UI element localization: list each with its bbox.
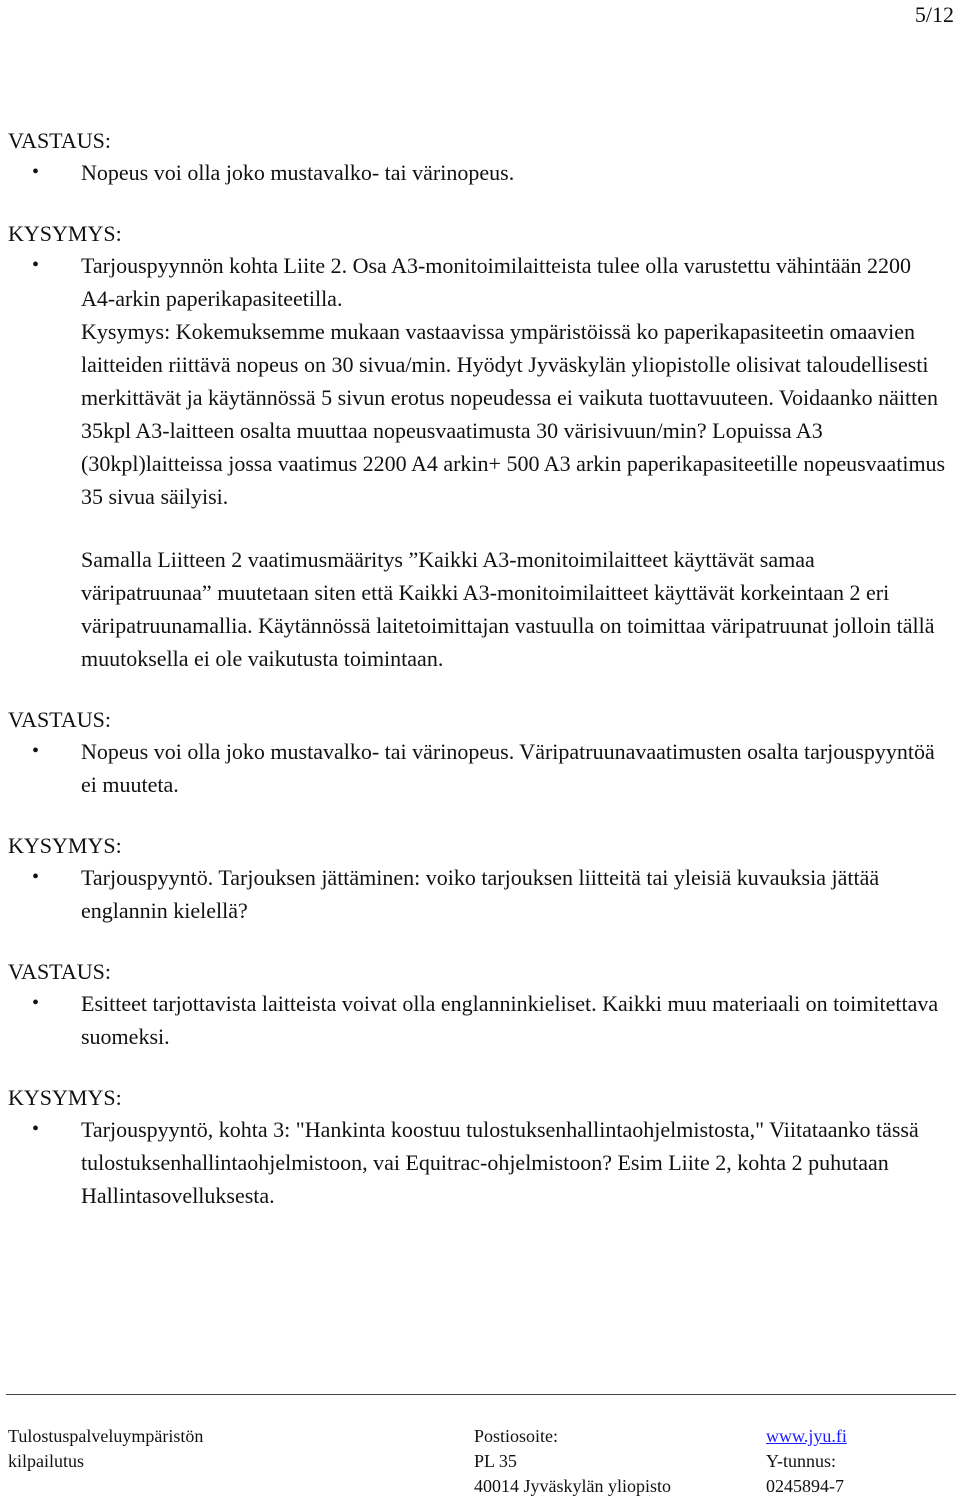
list-item: • Tarjouspyynnön kohta Liite 2. Osa A3-monitoimilaitteista tulee olla varustettu vähintään 2200 A4-arkin paperikapasiteetilla.: [8, 249, 946, 315]
footer-divider: [6, 1394, 956, 1395]
answer-list: [8, 156, 946, 189]
list-item: • Tarjouspyyntö. Tarjouksen jättäminen: voiko tarjouksen liitteitä tai yleisiä kuvauksia jättää englannin kielellä?: [8, 861, 946, 927]
answer-list: [8, 735, 946, 801]
answer-label: VASTAUS:: [8, 128, 111, 153]
question-list: [8, 861, 946, 927]
footer-text: PL 35: [474, 1451, 517, 1471]
footer-text: Y-tunnus:: [766, 1451, 837, 1471]
question-paragraph: Samalla Liitteen 2 vaatimusmääritys ”Kaikki A3-monitoimilaitteet käyttävät samaa väripatruunaa” muutetaan siten että Kaikki A3-monitoimilaitteet käyttävät korkeintaan 2 eri väripatruunamallia. Käytännössä laitetoimittajan vastuulla on toimittaa väripatruunat jolloin tällä muutoksella ei ole vaikutusta toimintaan.: [81, 547, 935, 671]
question-label: KYSYMYS:: [8, 221, 122, 246]
footer-column-title: [8, 1424, 203, 1474]
footer-text: Tulostuspalveluympäristön: [8, 1426, 204, 1446]
question-list: [8, 249, 946, 315]
list-item: • Nopeus voi olla joko mustavalko- tai värinopeus. Väripatruunavaatimusten osalta tarjouspyyntöä ei muuteta.: [8, 735, 946, 801]
list-item: • Nopeus voi olla joko mustavalko- tai värinopeus.: [8, 156, 946, 189]
footer-text: Postiosoite:: [474, 1426, 559, 1446]
footer-column-web: [766, 1424, 847, 1499]
list-item: • Tarjouspyyntö, kohta 3: "Hankinta koostuu tulostuksenhallintaohjelmistosta," Viitataanko tässä tulostuksenhallintaohjelmistoon, vai Equitrac-ohjelmistoon? Esim Liite 2, kohta 2 puhutaan Hallintasovelluksesta.: [8, 1113, 946, 1212]
question-list: [8, 1113, 946, 1212]
footer-text: 0245894-7: [766, 1476, 844, 1496]
website-link[interactable]: www.jyu.fi: [766, 1426, 847, 1446]
footer-column-address: [474, 1424, 671, 1499]
footer-text: kilpailutus: [8, 1451, 84, 1471]
answer-label: VASTAUS:: [8, 707, 111, 732]
answer-label: VASTAUS:: [8, 959, 111, 984]
question-label: KYSYMYS:: [8, 833, 122, 858]
list-item: • Esitteet tarjottavista laitteista voivat olla englanninkieliset. Kaikki muu materiaali on toimitettava suomeksi.: [8, 987, 946, 1053]
footer-text: 40014 Jyväskylän yliopisto: [474, 1476, 671, 1496]
question-label: KYSYMYS:: [8, 1085, 122, 1110]
question-paragraph: Kysymys: Kokemuksemme mukaan vastaavissa ympäristöissä ko paperikapasiteetin omaavien laitteiden riittävä nopeus on 30 sivua/min. Hyödyt Jyväskylän yliopistolle olisivat taloudellisesti merkittävät ja käytännössä 5 sivun erotus nopeudessa ei vaikuta tuottavuuteen. Voidaanko näitten 35kpl A3-laitteen osalta muuttaa nopeusvaatimusta 30 värisivuun/min? Lopuissa A3 (30kpl)laitteissa jossa vaatimus 2200 A4 arkin+ 500 A3 arkin paperikapasiteetille nopeusvaatimus 35 sivua säilyisi.: [81, 319, 946, 509]
answer-list: [8, 987, 946, 1053]
page-number: 5/12: [914, 2, 954, 27]
document-body: [8, 126, 946, 1212]
